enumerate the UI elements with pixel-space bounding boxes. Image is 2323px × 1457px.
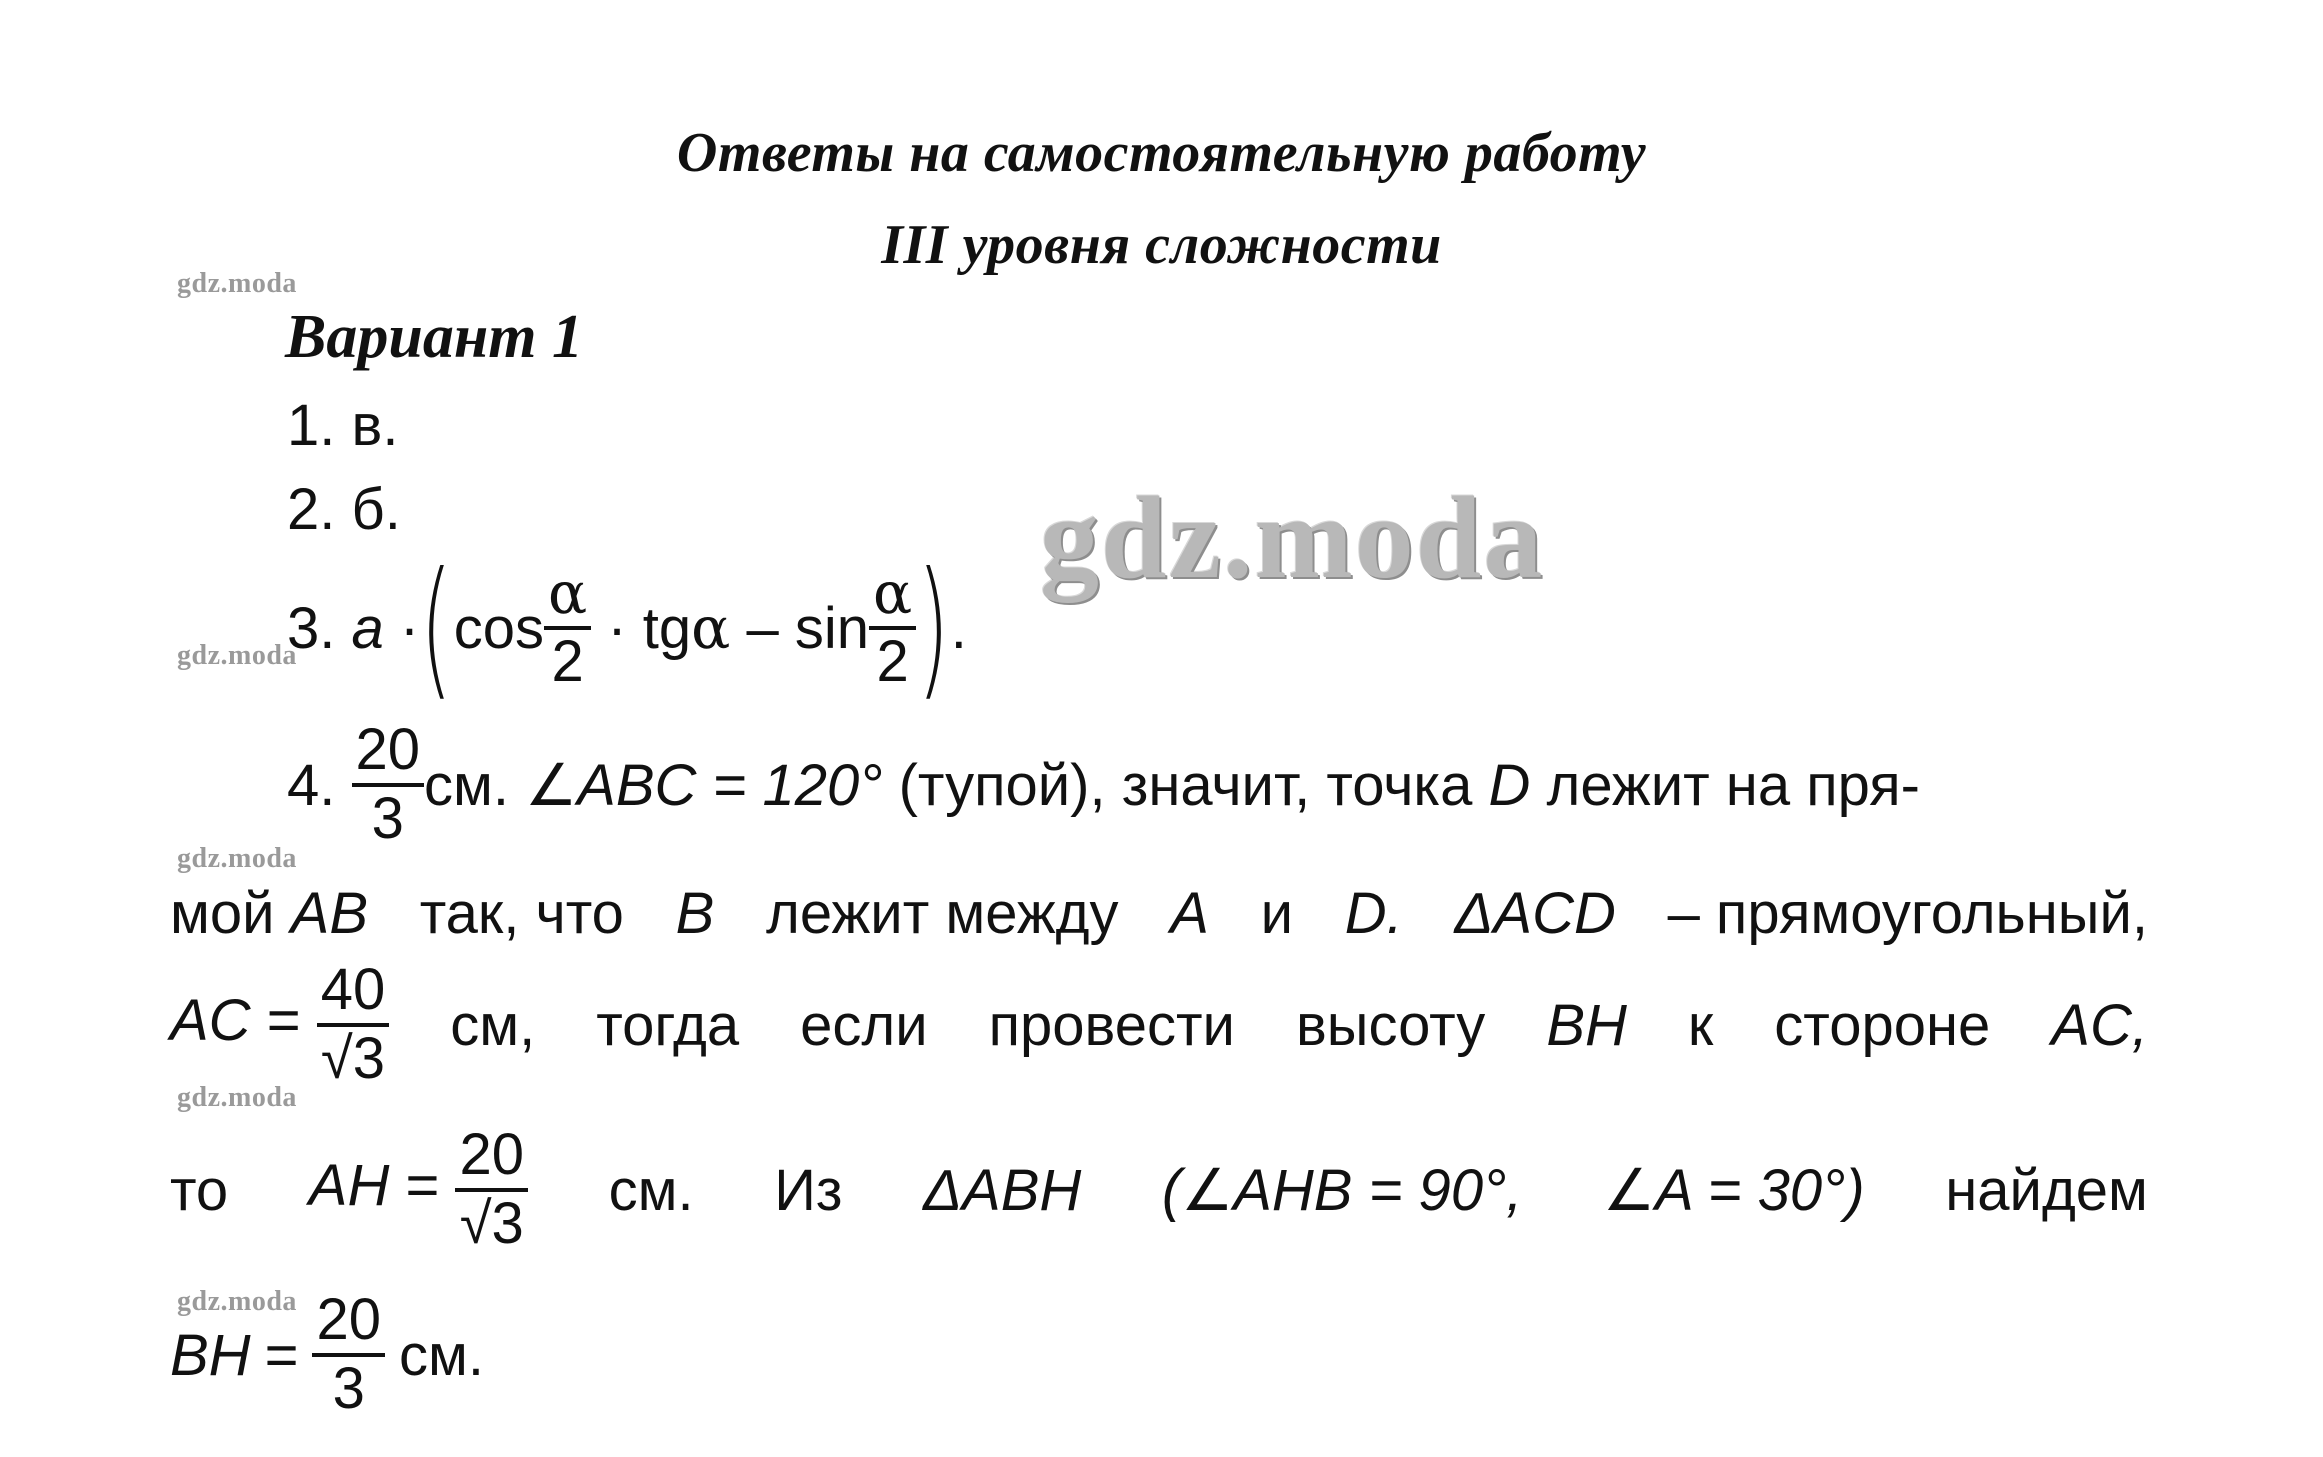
answer-text: в. [351,393,399,458]
fraction-numerator: 20 [352,720,425,787]
fraction-40-sqrt3: $\frac{40}{√3}$ [317,960,390,1090]
text-segment: см, [450,992,536,1058]
point-d: D. [1344,880,1403,946]
text-segment: высоту [1295,992,1486,1058]
answer-2 [287,476,401,543]
text-segment: – прямоугольный, [1667,880,2148,946]
answer-number: 2. [287,477,336,542]
angle-condition: ∠A = 30°) [1603,1158,1865,1223]
equation-ac: AC = $\frac{40}{√3}$ [170,960,389,1090]
unit: см. [398,1322,484,1388]
watermark-small: gdz.moda [177,1082,297,1113]
equation-ah: AH = $\frac{20}{√3}$ [309,1125,528,1255]
segment-bh: BH [170,1322,251,1388]
variant-heading: Вариант 1 [285,303,583,371]
equals-sign: = [264,1322,299,1388]
answer-text: б. [351,477,401,542]
text-segment: если [800,992,928,1058]
unit: см. [424,752,510,818]
text-segment: (тупой), значит, точка [898,752,1473,818]
angle-equation: ∠ABC = 120° [525,753,883,818]
text-segment: к [1687,992,1714,1058]
fraction-numerator: α [544,563,591,630]
fraction-alpha-2 [544,559,591,694]
period: . [950,595,967,661]
answer-4-line-4 [170,1110,2148,1270]
text-segment: найдем [1945,1157,2148,1223]
page-title-line-2: III уровня сложности [881,214,1442,276]
point-d: D [1488,752,1531,818]
point-a: A [1170,880,1209,946]
fraction-20-sqrt3: $\frac{20}{√3}$ [455,1125,528,1255]
fraction-20-3 [352,717,425,851]
sin-fn: sin [794,595,869,661]
dot-operator: · [607,595,627,661]
text-segment: лежит на пря- [1546,752,1920,818]
answer-4 [287,710,1920,860]
answer-number: 3. [287,595,336,661]
answer-4-line-5 [170,1280,484,1430]
watermark-small: gdz.moda [177,1286,297,1317]
watermark-large: gdz.moda [1040,472,1545,603]
minus-sign: – [746,595,779,661]
triangle-abh: ΔABH [923,1157,1082,1223]
text-segment: провести [988,992,1235,1058]
watermark-small: gdz.moda [177,843,297,874]
triangle-acd: ΔACD [1454,880,1616,946]
fraction-numerator: α [869,563,916,630]
segment-bh: BH [1546,992,1627,1058]
fraction-20-3 [312,1287,385,1421]
fraction-numerator: 20 [312,1290,385,1357]
text-segment: см. [608,1157,694,1223]
tg-fn: tg [642,595,692,661]
text-segment: лежит между [766,880,1119,946]
text-segment: и [1260,880,1294,946]
text-segment: то [170,1157,229,1223]
answer-number: 1. [287,393,336,458]
answer-number: 4. [287,752,336,818]
page-title-line-1: Ответы на самостоятельную работу [676,122,1647,184]
text-segment: так, что [419,880,624,946]
text-segment: Из [774,1157,843,1223]
text-segment: стороне [1774,992,1991,1058]
angle-condition: (∠AHB = 90°, [1161,1158,1523,1223]
watermark-small: gdz.moda [177,268,297,299]
fraction-alpha-2 [869,559,916,694]
alpha-symbol: α [691,594,731,662]
answer-4-line-3 [170,945,2148,1105]
text-segment: тогда [596,992,740,1058]
cos-fn: cos [453,595,545,661]
watermark-small: gdz.moda [177,640,297,671]
segment-ac: AC, [2051,992,2148,1058]
answer-3 [287,541,967,715]
var-a: a [351,595,384,661]
fraction-denominator: 2 [551,629,584,694]
answer-1 [287,392,398,459]
right-paren: ) [917,541,950,715]
left-paren: ( [420,541,453,715]
point-b: B [675,880,715,946]
fraction-denominator: 3 [371,786,404,851]
text-segment: мой AB [170,880,369,946]
fraction-denominator: 2 [876,629,909,694]
fraction-denominator: 3 [332,1356,365,1421]
dot-operator: · [399,595,420,661]
